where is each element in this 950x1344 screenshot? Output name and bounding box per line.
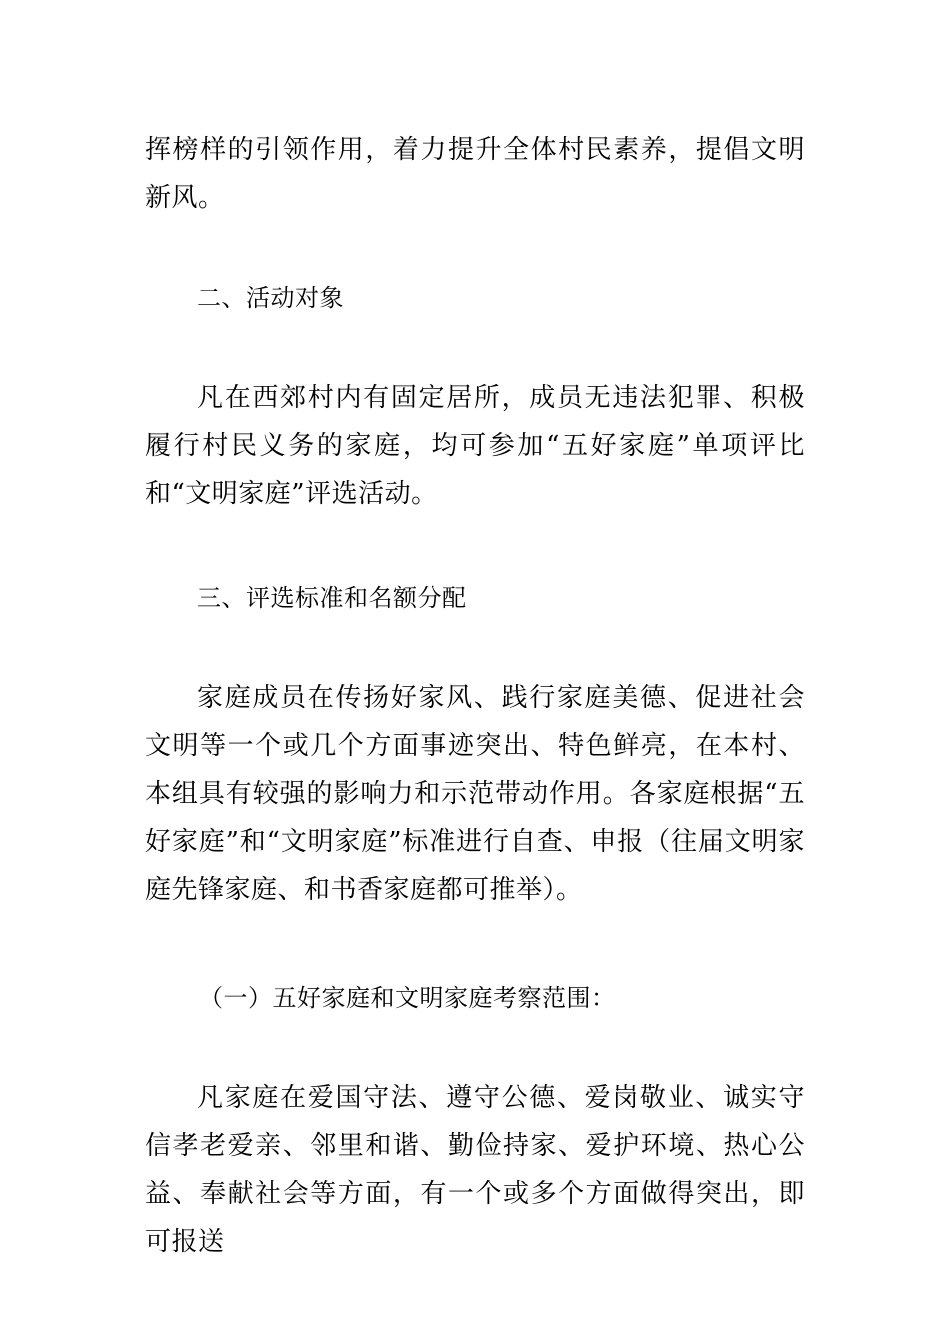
section-heading-activity-targets: 二、活动对象 [197, 284, 344, 312]
continued-paragraph: 挥榜样的引领作用，着力提升全体村民素养，提倡文明新风。 [145, 135, 805, 213]
activity-targets-paragraph: 凡在西郊村内有固定居所，成员无违法犯罪、积极履行村民义务的家庭，均可参加“五好家庭”单项评比和“文明家庭”评选活动。 [145, 383, 805, 509]
scope-paragraph: 凡家庭在爱国守法、遵守公德、爱岗敬业、诚实守信孝老爱亲、邻里和谐、勤俭持家、爱护环境、热心公益、奉献社会等方面，有一个或多个方面做得突出，即可报送 [145, 1083, 805, 1257]
criteria-paragraph: 家庭成员在传扬好家风、践行家庭美德、促进社会文明等一个或几个方面事迹突出、特色鲜亮，在本村、本组具有较强的影响力和示范带动作用。各家庭根据“五好家庭”和“文明家庭”标准进行自查、申报（往届文明家庭先锋家庭、和书香家庭都可推举）。 [145, 683, 805, 905]
subsection-heading-scope: （一）五好家庭和文明家庭考察范围： [199, 984, 616, 1012]
section-heading-criteria-quota: 三、评选标准和名额分配 [197, 584, 467, 612]
